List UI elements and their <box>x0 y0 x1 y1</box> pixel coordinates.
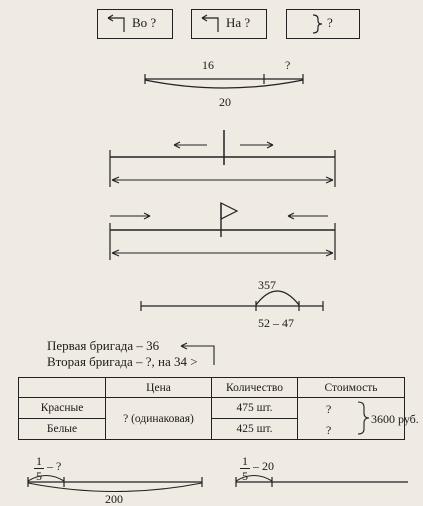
row-name-white: Белые <box>19 419 106 440</box>
segment-2-top-label: 357 <box>258 278 276 292</box>
fraction-right-suffix: – 20 <box>253 459 274 473</box>
ratio-question-label: Во ? <box>132 15 157 30</box>
fraction-right-numerator: 1 <box>242 454 248 468</box>
header-price: Цена <box>106 378 212 398</box>
segment-2-bottom-label: 52 – 47 <box>258 316 294 330</box>
fraction-right-denominator: 5 <box>242 469 248 483</box>
header-quantity: Количество <box>212 378 298 398</box>
row-qty-white: 425 шт. <box>212 419 298 440</box>
segment-1-right-label: ? <box>285 58 291 72</box>
brigade-2-text: Вторая бригада – ?, на 34 > <box>47 354 198 369</box>
difference-question-label: На ? <box>226 15 251 30</box>
sum-question-label: ? <box>327 15 333 30</box>
segment-3-total-label: 200 <box>105 492 123 506</box>
fraction-left-denominator: 5 <box>36 469 42 483</box>
row-qty-red: 475 шт. <box>212 398 298 419</box>
cost-red: ? <box>326 402 332 416</box>
fraction-left-suffix: – ? <box>47 459 62 473</box>
fraction-left-numerator: 1 <box>36 454 42 468</box>
total-cost: 3600 руб. <box>371 412 419 426</box>
brigade-1-text: Первая бригада – 36 <box>47 338 160 353</box>
segment-1-total-label: 20 <box>219 95 231 109</box>
header-cost: Стоимость <box>298 378 405 398</box>
segment-1-left-label: 16 <box>202 58 214 72</box>
price-cell: ? (одинаковая) <box>106 398 212 440</box>
cost-white: ? <box>326 423 332 437</box>
row-name-red: Красные <box>19 398 106 419</box>
